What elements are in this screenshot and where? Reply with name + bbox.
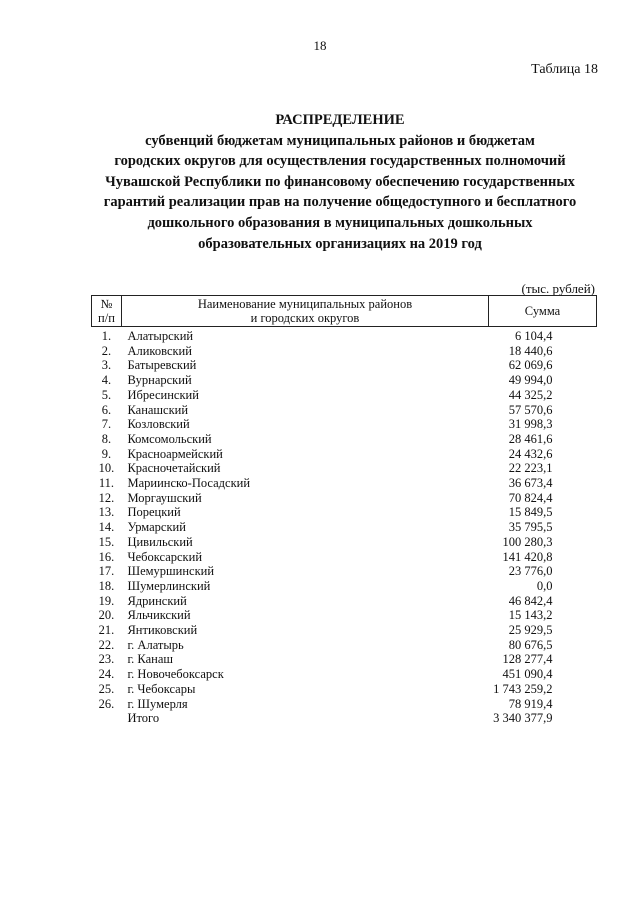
heading-line: РАСПРЕДЕЛЕНИЕ bbox=[275, 112, 405, 128]
row-name: Вурнарский bbox=[127, 373, 192, 388]
table-row bbox=[92, 432, 597, 447]
row-sum: 100 280,3 bbox=[502, 534, 553, 549]
row-number: 17. bbox=[98, 564, 115, 579]
row-number: 8. bbox=[101, 431, 112, 446]
row-number: 19. bbox=[98, 593, 115, 608]
row-name: Янтиковский bbox=[127, 623, 198, 638]
row-sum: 6 104,4 bbox=[515, 329, 553, 343]
row-sum: 24 432,6 bbox=[508, 446, 553, 461]
row-sum: 25 929,5 bbox=[508, 623, 553, 638]
row-name: г. Канаш bbox=[127, 652, 174, 667]
total-number bbox=[92, 711, 122, 726]
row-sum: 141 420,8 bbox=[502, 549, 553, 564]
row-name: Козловский bbox=[127, 417, 190, 432]
row-sum: 57 570,6 bbox=[508, 402, 553, 417]
row-number: 20. bbox=[98, 608, 115, 623]
row-sum: 62 069,6 bbox=[508, 358, 553, 373]
row-name: Ядринский bbox=[127, 593, 187, 608]
row-name: Аликовский bbox=[127, 343, 192, 358]
table-header-row bbox=[92, 296, 597, 327]
table-label: Таблица 18 bbox=[531, 62, 598, 77]
table-row bbox=[92, 505, 597, 520]
header-sum: Сумма bbox=[489, 296, 597, 327]
table-row bbox=[92, 373, 597, 388]
row-name: Яльчикский bbox=[127, 608, 191, 623]
row-sum: 46 842,4 bbox=[508, 593, 553, 608]
header-name-line: и городских округов bbox=[250, 311, 360, 325]
row-number: 9. bbox=[101, 446, 112, 461]
heading-line: дошкольного образования в муниципальных дошкольных bbox=[147, 214, 533, 231]
row-name: Чебоксарский bbox=[127, 549, 203, 564]
row-sum: 128 277,4 bbox=[502, 652, 553, 667]
row-name: Порецкий bbox=[127, 505, 181, 520]
row-name: Урмарский bbox=[127, 520, 186, 535]
row-sum: 70 824,4 bbox=[508, 490, 553, 505]
row-number: 15. bbox=[98, 534, 115, 549]
row-name: Мариинско-Посадский bbox=[127, 476, 251, 491]
page-number: 18 bbox=[313, 38, 327, 53]
row-number: 7. bbox=[101, 417, 112, 432]
row-sum: 0,0 bbox=[536, 578, 553, 593]
header-num-line: № bbox=[100, 297, 113, 311]
table-row bbox=[92, 388, 597, 403]
header-num-line: п/п bbox=[98, 311, 115, 325]
row-sum: 1 743 259,2 bbox=[493, 681, 553, 696]
row-sum: 78 919,4 bbox=[508, 696, 553, 711]
row-number: 11. bbox=[98, 476, 115, 491]
row-sum: 28 461,6 bbox=[508, 431, 553, 446]
row-name: г. Новочебоксарск bbox=[127, 667, 224, 682]
table-row bbox=[92, 682, 597, 697]
total-row bbox=[92, 711, 597, 726]
row-name: г. Шумерля bbox=[127, 696, 188, 711]
row-name: Канашский bbox=[127, 402, 189, 417]
table-row bbox=[92, 652, 597, 667]
total-label: Итого bbox=[127, 711, 160, 726]
row-name: г. Чебоксары bbox=[127, 681, 196, 696]
row-number: 24. bbox=[98, 667, 115, 682]
table-row bbox=[92, 623, 597, 638]
row-number: 6. bbox=[101, 402, 112, 417]
row-number: 18. bbox=[98, 578, 115, 593]
row-number: 13. bbox=[98, 505, 115, 520]
table-row bbox=[92, 403, 597, 418]
row-name: Красноармейский bbox=[127, 446, 223, 461]
table-row bbox=[92, 564, 597, 579]
row-number: 2. bbox=[101, 343, 112, 358]
row-number: 3. bbox=[101, 358, 112, 373]
table-row bbox=[92, 476, 597, 491]
row-name: Красночетайский bbox=[127, 461, 221, 476]
table-row bbox=[92, 550, 597, 565]
row-number: 16. bbox=[98, 549, 115, 564]
row-name: Цивильский bbox=[127, 534, 193, 549]
heading-line: образовательных организациях на 2019 год bbox=[198, 235, 482, 252]
heading-line: гарантий реализации прав на получение общедоступного и бесплатного bbox=[103, 194, 577, 211]
row-sum: 15 849,5 bbox=[508, 505, 553, 520]
table-row bbox=[92, 520, 597, 535]
header-num bbox=[92, 296, 122, 327]
table-row bbox=[92, 358, 597, 373]
row-sum: 15 143,2 bbox=[508, 608, 553, 623]
row-sum: 44 325,2 bbox=[508, 387, 553, 402]
table-row bbox=[92, 327, 597, 344]
row-sum: 36 673,4 bbox=[508, 476, 553, 491]
heading-line: Чувашской Республики по финансовому обеспечению государственных bbox=[105, 173, 575, 190]
row-number: 10. bbox=[98, 461, 115, 476]
row-sum: 31 998,3 bbox=[508, 417, 553, 432]
row-name: Ибресинский bbox=[127, 387, 199, 402]
row-name: Моргаушский bbox=[127, 490, 202, 505]
row-sum: 451 090,4 bbox=[502, 667, 553, 682]
table-row bbox=[92, 461, 597, 476]
table-row bbox=[92, 491, 597, 506]
table-row bbox=[92, 417, 597, 432]
table-row bbox=[92, 579, 597, 594]
table-row bbox=[92, 447, 597, 462]
row-number: 14. bbox=[98, 520, 115, 535]
table-row bbox=[92, 594, 597, 609]
row-number: 23. bbox=[98, 652, 115, 667]
heading-line: субвенций бюджетам муниципальных районов и бюджетам bbox=[145, 132, 535, 149]
distribution-table bbox=[91, 295, 597, 726]
row-sum: 18 440,6 bbox=[508, 343, 553, 358]
heading-line: городских округов для осуществления государственных полномочий bbox=[114, 153, 566, 170]
row-number: 12. bbox=[98, 490, 115, 505]
row-name: Батыревский bbox=[127, 358, 197, 373]
header-name bbox=[121, 296, 488, 327]
row-sum: 23 776,0 bbox=[508, 564, 553, 579]
header-name-line: Наименование муниципальных районов bbox=[197, 297, 413, 311]
table-row bbox=[92, 697, 597, 712]
row-number: 25. bbox=[98, 681, 115, 696]
table-row bbox=[92, 535, 597, 550]
row-name: Шемуршинский bbox=[127, 564, 215, 579]
row-name: Шумерлинский bbox=[127, 578, 211, 593]
document-heading bbox=[60, 110, 620, 254]
row-sum: 49 994,0 bbox=[508, 373, 553, 388]
row-number: 5. bbox=[101, 387, 112, 402]
row-number: 1. bbox=[101, 329, 112, 343]
table-row bbox=[92, 344, 597, 359]
table-row bbox=[92, 667, 597, 682]
row-sum: 80 676,5 bbox=[508, 637, 553, 652]
table-row bbox=[92, 638, 597, 653]
total-sum: 3 340 377,9 bbox=[493, 711, 553, 726]
row-sum: 35 795,5 bbox=[508, 520, 553, 535]
row-number: 26. bbox=[98, 696, 115, 711]
row-name: г. Алатырь bbox=[127, 637, 184, 652]
row-name: Комсомольский bbox=[127, 431, 212, 446]
row-number: 4. bbox=[101, 373, 112, 388]
row-sum: 22 223,1 bbox=[508, 461, 553, 476]
row-number: 21. bbox=[98, 623, 115, 638]
units-note: (тыс. рублей) bbox=[521, 281, 595, 296]
table-row bbox=[92, 608, 597, 623]
row-name: Алатырский bbox=[127, 329, 194, 343]
row-number: 22. bbox=[98, 637, 115, 652]
